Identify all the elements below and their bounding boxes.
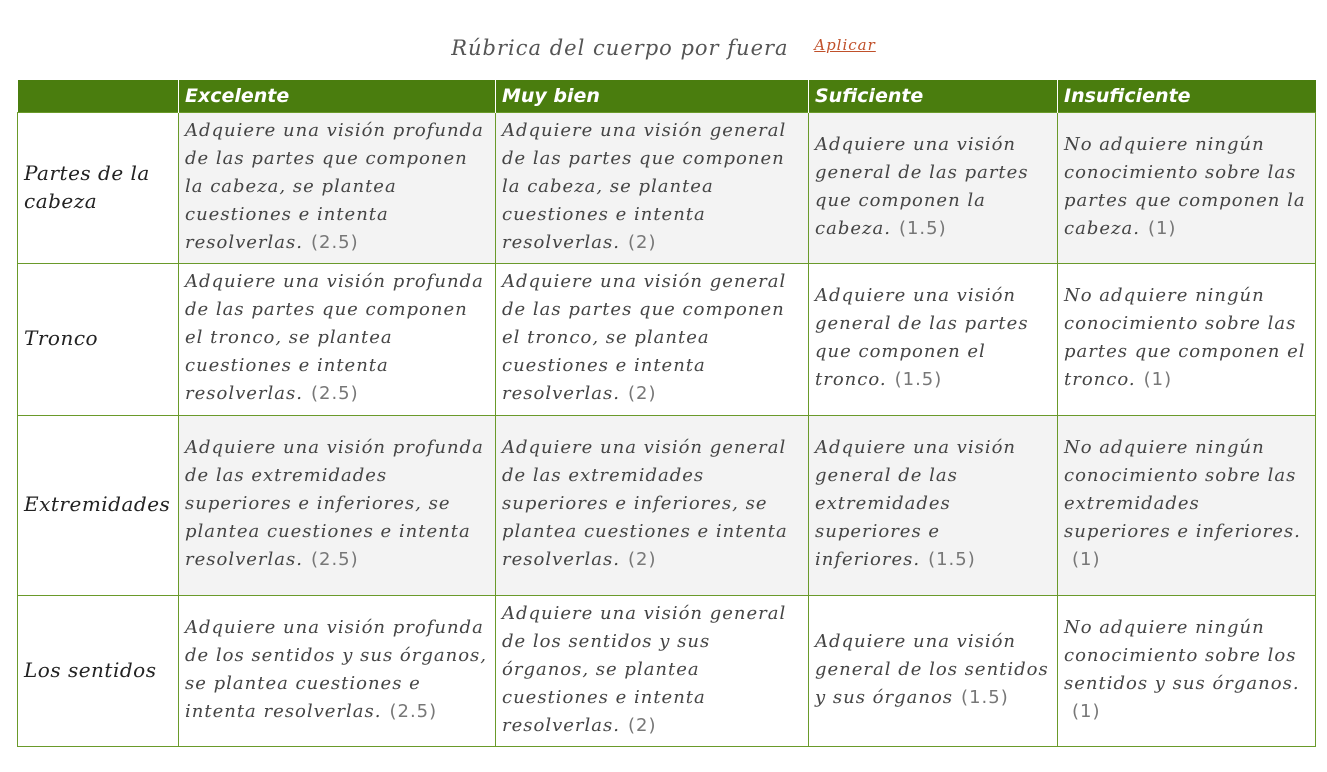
cell-text: Adquiere una visión profunda de las partes que componen el tronco, se plantea cuestiones e intenta resolverlas.: [185, 271, 484, 404]
rubric-cell[interactable]: [809, 263, 1058, 415]
apply-link[interactable]: Aplicar: [814, 36, 876, 54]
cell-text: Adquiere una visión general de las extremidades superiores e inferiores.: [815, 437, 1017, 570]
cell-text: Adquiere una visión general de las partes que componen la cabeza, se plantea cuestiones e intenta resolverlas.: [502, 119, 787, 253]
cell-score: (2.5): [310, 231, 359, 253]
cell-score: (1): [1143, 369, 1173, 390]
header-criteria: [18, 80, 179, 112]
cell-score: (1.5): [894, 369, 943, 390]
cell-score: (2): [627, 383, 657, 404]
cell-text: No adquiere ningún conocimiento sobre las extremidades superiores e inferiores.: [1064, 437, 1301, 542]
rubric-title: Rúbrica del cuerpo por fuera: [451, 36, 789, 60]
rubric-cell[interactable]: [809, 112, 1058, 263]
header-muy-bien: Muy bien: [496, 80, 809, 112]
table-row: [18, 263, 1316, 415]
row-label: Tronco: [18, 263, 179, 415]
row-label: Los sentidos: [18, 595, 179, 746]
row-label: Partes de la cabeza: [18, 112, 179, 263]
table-row: [18, 112, 1316, 263]
cell-text: No adquiere ningún conocimiento sobre las partes que componen el tronco.: [1064, 285, 1306, 390]
rubric-cell[interactable]: [1058, 263, 1316, 415]
cell-text: Adquiere una visión profunda de los sentidos y sus órganos, se plantea cuestiones e intenta resolverlas.: [185, 616, 488, 722]
table-row: [18, 595, 1316, 746]
cell-score: (2): [627, 231, 657, 253]
cell-score: (1): [1147, 217, 1177, 239]
cell-score: (1.5): [961, 686, 1009, 708]
rubric-cell[interactable]: [496, 595, 809, 746]
cell-text: No adquiere ningún conocimiento sobre las partes que componen la cabeza.: [1064, 133, 1306, 239]
cell-score: (1.5): [898, 217, 947, 239]
cell-text: Adquiere una visión general de las partes que componen la cabeza.: [815, 133, 1029, 239]
rubric-cell[interactable]: [1058, 595, 1316, 746]
rubric-cell[interactable]: [179, 595, 496, 746]
rubric-cell[interactable]: [496, 112, 809, 263]
cell-score: (1): [1072, 549, 1101, 570]
rubric-title-bar: [0, 36, 1327, 60]
cell-text: Adquiere una visión profunda de las extremidades superiores e inferiores, se plantea cuestiones e intenta resolverlas.: [185, 437, 484, 570]
cell-text: Adquiere una visión general de las extremidades superiores e inferiores, se plantea cuestiones e intenta resolverlas.: [502, 437, 788, 570]
rubric-cell[interactable]: [809, 595, 1058, 746]
rubric-cell[interactable]: [496, 263, 809, 415]
rubric-cell[interactable]: [1058, 415, 1316, 595]
cell-score: (2.5): [310, 549, 359, 570]
cell-score: (2): [627, 549, 657, 570]
rubric-cell[interactable]: [179, 112, 496, 263]
rubric-cell[interactable]: [179, 263, 496, 415]
rubric-cell[interactable]: [809, 415, 1058, 595]
cell-text: Adquiere una visión profunda de las partes que componen la cabeza, se plantea cuestiones e intenta resolverlas.: [185, 119, 484, 253]
cell-text: Adquiere una visión general de las partes que componen el tronco, se plantea cuestiones e intenta resolverlas.: [502, 271, 787, 404]
rubric-cell[interactable]: [1058, 112, 1316, 263]
cell-score: (1): [1072, 700, 1101, 722]
cell-score: (2.5): [310, 383, 359, 404]
cell-score: (2.5): [389, 700, 438, 722]
cell-text: No adquiere ningún conocimiento sobre los sentidos y sus órganos.: [1064, 616, 1300, 694]
cell-score: (1.5): [928, 549, 976, 570]
cell-text: Adquiere una visión general de los sentidos y sus órganos: [815, 630, 1049, 708]
header-excelente: Excelente: [179, 80, 496, 112]
cell-score: (2): [627, 714, 657, 736]
rubric-table: [17, 80, 1316, 747]
rubric-cell[interactable]: [179, 415, 496, 595]
header-insuficiente: Insuficiente: [1058, 80, 1316, 112]
rubric-cell[interactable]: [496, 415, 809, 595]
cell-text: Adquiere una visión general de las partes que componen el tronco.: [815, 285, 1029, 390]
table-row: [18, 415, 1316, 595]
header-suficiente: Suficiente: [809, 80, 1058, 112]
header-row: [18, 80, 1316, 112]
cell-text: Adquiere una visión general de los sentidos y sus órganos, se plantea cuestiones e intenta resolverlas.: [502, 602, 787, 736]
row-label: Extremidades: [18, 415, 179, 595]
